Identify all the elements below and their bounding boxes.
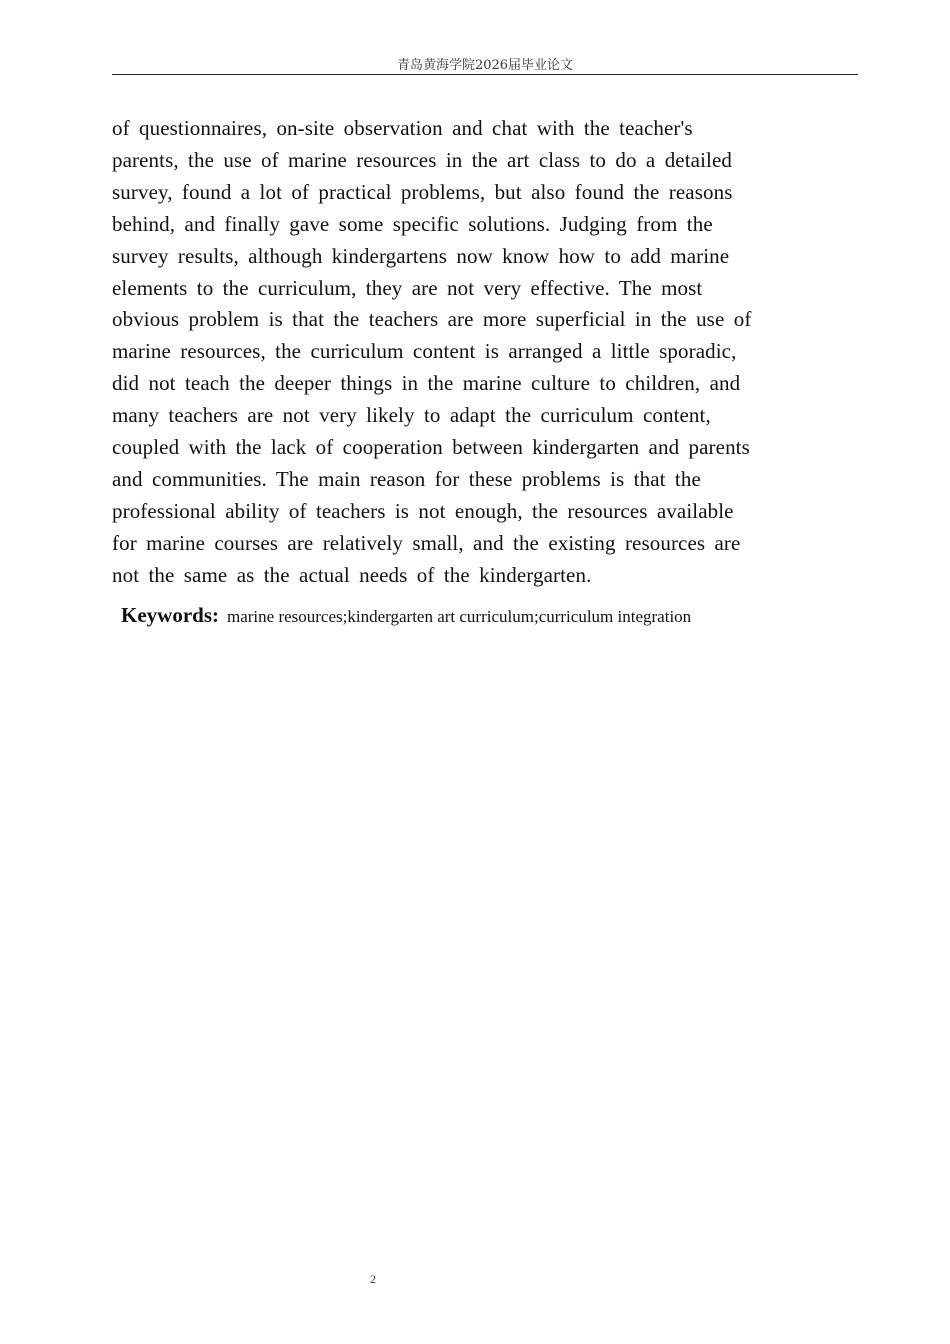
abstract-line: survey, found a lot of practical problems, but also found the reasons xyxy=(112,179,733,204)
abstract-line: of questionnaires, on-site observation and chat with the teacher's xyxy=(112,116,693,140)
keywords-row xyxy=(121,601,691,631)
abstract-line: coupled with the lack of cooperation between kindergarten and parents xyxy=(112,435,750,460)
page-number: 2 xyxy=(370,1272,376,1286)
abstract-body xyxy=(112,113,852,592)
abstract-line: behind, and finally gave some specific solutions. Judging from the xyxy=(112,211,713,236)
abstract-line: not the same as the actual needs of the kindergarten. xyxy=(112,562,592,587)
abstract-line: obvious problem is that the teachers are more superficial in the use of xyxy=(112,307,752,332)
keywords-text: marine resources;kindergarten art curriculum;curriculum integration xyxy=(227,607,692,626)
abstract-line: marine resources, the curriculum content is arranged a little sporadic, xyxy=(112,339,737,364)
abstract-line: professional ability of teachers is not enough, the resources available xyxy=(112,498,734,523)
abstract-line: and communities. The main reason for these problems is that the xyxy=(112,466,701,491)
abstract-line: did not teach the deeper things in the marine culture to children, and xyxy=(112,371,741,396)
page-header-title: 青岛黄海学院2026届毕业论文 xyxy=(396,58,574,73)
header-divider xyxy=(112,74,858,75)
abstract-line: many teachers are not very likely to adapt the curriculum content, xyxy=(112,403,711,428)
abstract-line: parents, the use of marine resources in the art class to do a detailed xyxy=(112,147,732,172)
abstract-line: for marine courses are relatively small, and the existing resources are xyxy=(112,530,741,555)
keywords-label: Keywords: xyxy=(121,603,219,627)
abstract-line: survey results, although kindergartens now know how to add marine xyxy=(112,243,730,268)
abstract-line: elements to the curriculum, they are not very effective. The most xyxy=(112,275,703,300)
